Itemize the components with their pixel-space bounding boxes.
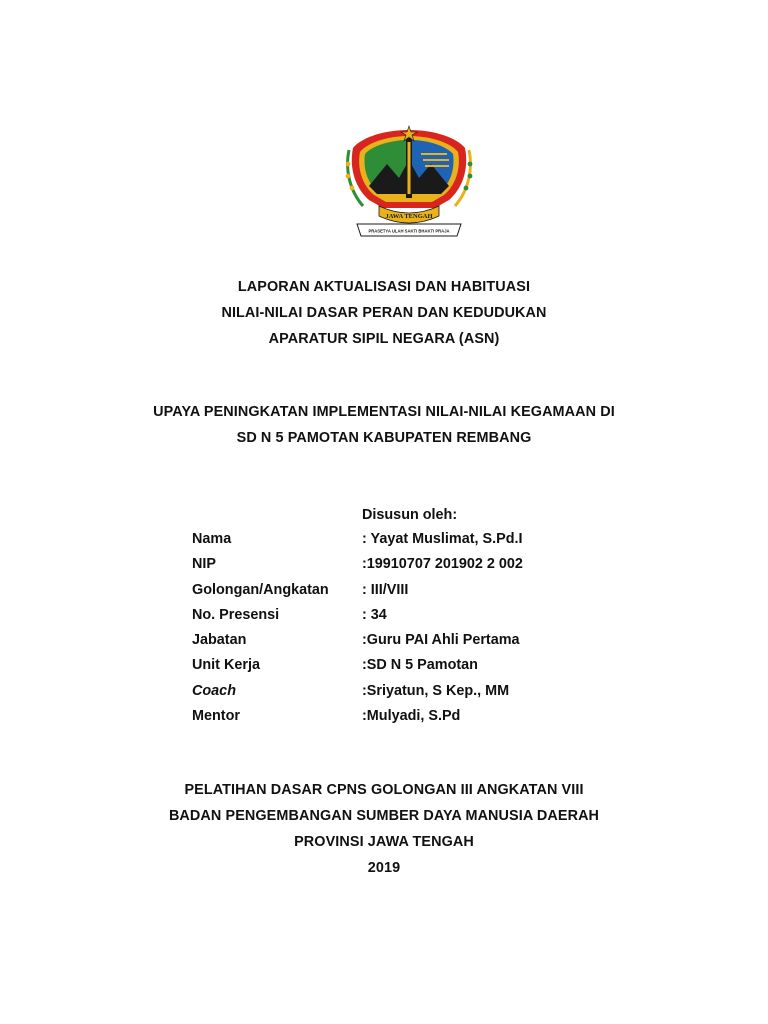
title-line-2: NILAI-NILAI DASAR PERAN DAN KEDUDUKAN [221, 305, 547, 321]
svg-text:JAWA TENGAH: JAWA TENGAH [385, 213, 433, 220]
info-row-unit-kerja [192, 653, 592, 678]
subject-line-2: SD N 5 PAMOTAN KABUPATEN REMBANG [236, 430, 532, 446]
info-label: Jabatan [192, 632, 247, 649]
info-value: :19910707 201902 2 002 [362, 556, 523, 573]
info-label: Coach [192, 682, 236, 699]
info-value: : Yayat Muslimat, S.Pd.I [362, 531, 523, 547]
title-line-1: LAPORAN AKTUALISASI DAN HABITUASI [237, 279, 531, 295]
info-label: No. Presensi [192, 606, 280, 623]
info-row-nama [192, 527, 592, 552]
info-row-golongan [192, 578, 592, 603]
jawa-tengah-coat-of-arms-icon [343, 124, 475, 242]
svg-text:PRASETYA ULAH SAKTI BHAKTI PRA: PRASETYA ULAH SAKTI BHAKTI PRAJA [368, 228, 450, 234]
title-line-3: APARATUR SIPIL NEGARA (ASN) [268, 331, 500, 347]
author-info-table [192, 527, 592, 729]
info-label: Golongan/Angkatan [192, 581, 329, 598]
info-value: :SD N 5 Pamotan [362, 657, 478, 674]
info-row-nip [192, 552, 592, 577]
info-row-mentor [192, 704, 592, 729]
report-footer [0, 777, 768, 881]
info-label: NIP [192, 556, 216, 573]
info-value: : III/VIII [362, 581, 409, 598]
subject-line-1: UPAYA PENINGKATAN IMPLEMENTASI NILAI-NILAI KEGAMAAN DI [153, 404, 615, 420]
report-title [0, 274, 768, 352]
info-value: :Guru PAI Ahli Pertama [362, 632, 520, 649]
info-value: : 34 [362, 606, 387, 623]
report-subject [0, 399, 768, 451]
info-value: :Mulyadi, S.Pd [362, 708, 461, 725]
footer-line-3: PROVINSI JAWA TENGAH [294, 834, 474, 850]
info-label: Mentor [192, 708, 240, 725]
info-row-coach [192, 679, 592, 704]
footer-line-1: PELATIHAN DASAR CPNS GOLONGAN III ANGKATAN VIII [184, 782, 584, 798]
info-value: :Sriyatun, S Kep., MM [362, 682, 510, 699]
footer-line-2: BADAN PENGEMBANGAN SUMBER DAYA MANUSIA DAERAH [168, 808, 600, 824]
info-row-jabatan [192, 628, 592, 653]
author-heading: Disusun oleh: [362, 507, 458, 523]
info-label: Nama [192, 531, 232, 547]
info-label: Unit Kerja [192, 657, 260, 674]
footer-year: 2019 [367, 860, 401, 876]
info-row-presensi [192, 603, 592, 628]
